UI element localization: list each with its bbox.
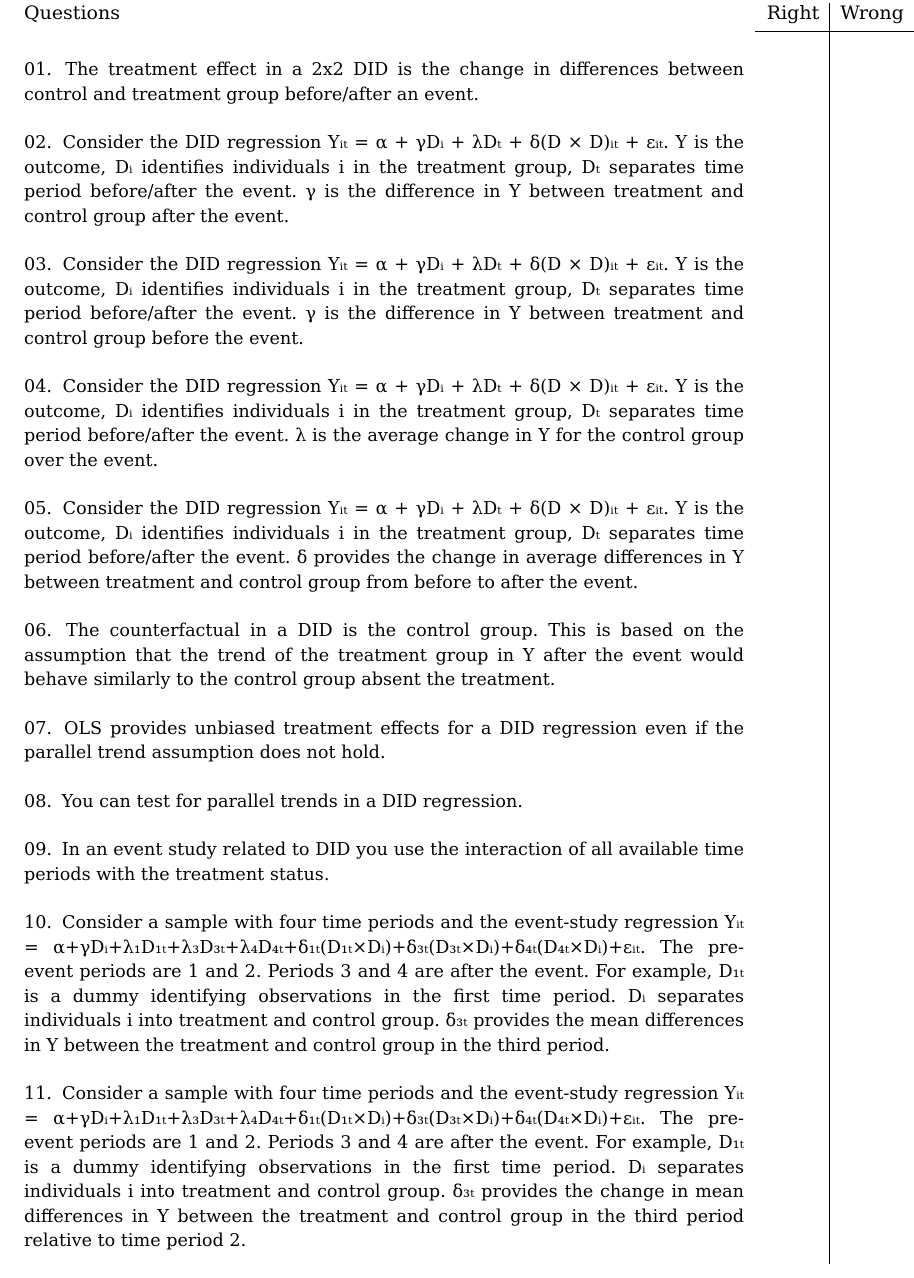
question-text: The treatment effect in a 2x2 DID is the change in differences between control and treatment group before/after an event. [24,60,744,105]
question-number: 04. [24,377,52,397]
question-text: Consider the DID regression Yᵢₜ = α + γDᵢ + λDₜ + δ(D × D)ᵢₜ + εᵢₜ. Y is the outcome, Dᵢ identifies individuals i in the treatment group, Dₜ separates time period before/after the event. γ is the difference in Y between treatment and control group after the event. [24,133,744,227]
question-text: Consider a sample with four time periods and the event-study regression Yᵢₜ = α+γDᵢ+λ₁D₁ₜ+λ₃D₃ₜ+λ₄D₄ₜ+δ₁ₜ(D₁ₜ×Dᵢ)+δ₃ₜ(D₃ₜ×Dᵢ)+δ₄ₜ(D₄ₜ×Dᵢ)+εᵢₜ. The pre-event periods are 1 and 2. Periods 3 and 4 are after the event. For example, D₁ₜ is a dummy identifying observations in the first time period. Dᵢ separates individuals i into treatment and control group. δ₃ₜ provides the change in mean differences in Y between the treatment and control group in the third period relative to time period 2. [24,1084,744,1251]
question-text: You can test for parallel trends in a DID regression. [61,791,523,812]
question-item [24,375,744,473]
question-number: 10. [24,913,52,933]
question-item [24,58,744,107]
question-item [24,838,744,887]
question-number: 05. [24,499,52,519]
question-item [24,253,744,351]
question-number: 08. [24,791,52,812]
right-column-header: Right [766,2,820,24]
question-text: Consider a sample with four time periods and the event-study regression Yᵢₜ = α+γDᵢ+λ₁D₁ₜ+λ₃D₃ₜ+λ₄D₄ₜ+δ₁ₜ(D₁ₜ×Dᵢ)+δ₃ₜ(D₃ₜ×Dᵢ)+δ₄ₜ(D₄ₜ×Dᵢ)+εᵢₜ. The pre-event periods are 1 and 2. Periods 3 and 4 are after the event. For example, D₁ₜ is a dummy identifying observations in the first time period. Dᵢ separates individuals i into treatment and control group. δ₃ₜ provides the mean differences in Y between the treatment and control group in the third period. [24,913,744,1056]
question-text: Consider the DID regression Yᵢₜ = α + γDᵢ + λDₜ + δ(D × D)ᵢₜ + εᵢₜ. Y is the outcome, Dᵢ identifies individuals i in the treatment group, Dₜ separates time period before/after the event. δ provides the change in average differences in Y between treatment and control group from before to after the event. [24,499,744,593]
question-list [24,58,744,1278]
question-number: 02. [24,133,52,153]
question-text: Consider the DID regression Yᵢₜ = α + γDᵢ + λDₜ + δ(D × D)ᵢₜ + εᵢₜ. Y is the outcome, Dᵢ identifies individuals i in the treatment group, Dₜ separates time period before/after the event. λ is the average change in Y for the control group over the event. [24,377,744,471]
question-item [24,911,744,1058]
answer-column-divider [829,31,830,1264]
question-number: 11. [24,1084,52,1104]
header-underline [755,31,914,32]
wrong-column-header: Wrong [840,2,904,24]
question-item [24,1082,744,1254]
question-number: 07. [24,718,52,739]
question-text: OLS provides unbiased treatment effects for a DID regression even if the parallel trend assumption does not hold. [24,718,744,763]
question-number: 09. [24,840,52,860]
question-number: 06. [24,621,52,641]
question-text: The counterfactual in a DID is the control group. This is based on the assumption that the trend of the treatment group in Y after the event would behave similarly to the control group absent the treatment. [24,621,744,690]
questions-header: Questions [24,2,120,24]
question-text: Consider the DID regression Yᵢₜ = α + γDᵢ + λDₜ + δ(D × D)ᵢₜ + εᵢₜ. Y is the outcome, Dᵢ identifies individuals i in the treatment group, Dₜ separates time period before/after the event. γ is the difference in Y between treatment and control group before the event. [24,255,744,349]
question-item [24,131,744,229]
question-item [24,619,744,693]
question-number: 01. [24,60,52,80]
question-item [24,790,744,815]
question-item [24,717,744,766]
question-item [24,497,744,595]
question-number: 03. [24,255,52,275]
question-text: In an event study related to DID you use the interaction of all available time periods with the treatment status. [24,840,744,885]
header-column-divider [829,3,830,31]
